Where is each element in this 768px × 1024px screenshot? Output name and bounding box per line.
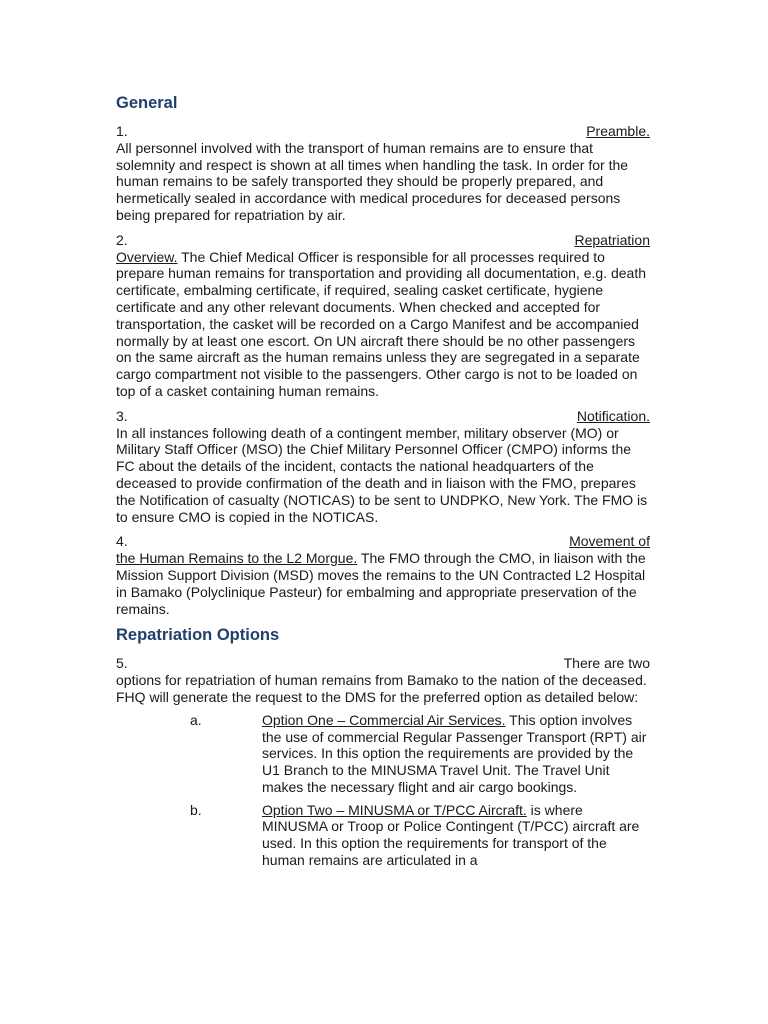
sub-item-a xyxy=(116,712,650,796)
paragraph-number: 4. xyxy=(116,533,128,550)
sub-item-letter: b. xyxy=(190,801,202,818)
paragraph-title: Notification. xyxy=(576,407,650,424)
paragraph-title-part2: Overview. xyxy=(116,248,178,265)
paragraph-text: The FMO through the CMO, in liaison with the Mission Support Division (MSD) moves the remains to the UN Contracted L2 Hospital in Bamako (Polyclinique Pasteur) for embalming and appropriate preservation of the remains. xyxy=(116,550,646,617)
paragraph-title-part1: Movement of xyxy=(569,533,650,550)
sub-item-letter: a. xyxy=(190,711,202,728)
section-heading-general: General xyxy=(116,94,178,112)
sub-item-title: Option Two – MINUSMA or T/PCC Aircraft. xyxy=(262,801,527,818)
paragraph-text: options for repatriation of human remains from Bamako to the nation of the deceased. FHQ will generate the request to the DMS for the preferred option as detailed below: xyxy=(116,672,647,705)
paragraph-number: 2. xyxy=(116,231,128,248)
paragraph-title-part2: the Human Remains to the L2 Morgue. xyxy=(116,550,358,567)
paragraph-2 xyxy=(116,232,650,400)
paragraph-title-part1: Repatriation xyxy=(574,231,650,248)
paragraph-lead-text: There are two xyxy=(563,655,650,672)
paragraph-text: All personnel involved with the transport of human remains are to ensure that solemnity and respect is shown at all times when handling the task. In order for the human remains to be safely transported they should be properly prepared, and hermetically sealed in accordance with medical procedures for deceased persons being prepared for repatriation by air. xyxy=(116,139,629,223)
paragraph-number: 5. xyxy=(116,655,128,672)
sub-item-text: This option involves the use of commercial Regular Passenger Transport (RPT) air services. In this option the requirements are provided by the U1 Branch to the MINUSMA Travel Unit. The Travel Unit makes the necessary flight and air cargo bookings. xyxy=(262,711,647,795)
paragraph-text: The Chief Medical Officer is responsible for all processes required to prepare human remains for transportation and providing all documentation, e.g. death certificate, embalming certificate, if required, sealing casket certificate, hygiene certificate and any other relevant documents. When checked and accepted for transportation, the casket will be recorded on a Cargo Manifest and be accompanied normally by at least one escort. On UN aircraft there should be no other passengers on the same aircraft as the human remains unless they are segregated in a separate cargo compartment not visible to the passengers. Other cargo is not to be loaded on top of a casket containing human remains. xyxy=(116,248,646,399)
document-body xyxy=(116,94,650,869)
sub-item-b xyxy=(116,802,650,869)
paragraph-number: 3. xyxy=(116,407,128,424)
paragraph-1 xyxy=(116,123,650,224)
sub-item-text: is where MINUSMA or Troop or Police Contingent (T/PCC) aircraft are used. In this option the requirements for transport of the human remains are articulated in a xyxy=(262,801,640,869)
paragraph-3 xyxy=(116,408,650,526)
paragraph-5 xyxy=(116,655,650,705)
paragraph-title: Preamble. xyxy=(586,123,650,139)
paragraph-4 xyxy=(116,533,650,617)
section-heading-repatriation-options: Repatriation Options xyxy=(116,626,280,645)
paragraph-number: 1. xyxy=(116,123,128,139)
sub-item-title: Option One – Commercial Air Services. xyxy=(262,711,506,728)
paragraph-text: In all instances following death of a contingent member, military observer (MO) or Military Staff Officer (MSO) the Chief Military Personnel Officer (CMPO) informs the FC about the details of the incident, contacts the national headquarters of the deceased to provide confirmation of the death and in liaison with the FMO, prepares the Notification of casualty (NOTICAS) to be sent to UNDPKO, New York. The FMO is to ensure CMO is copied in the NOTICAS. xyxy=(116,424,648,525)
